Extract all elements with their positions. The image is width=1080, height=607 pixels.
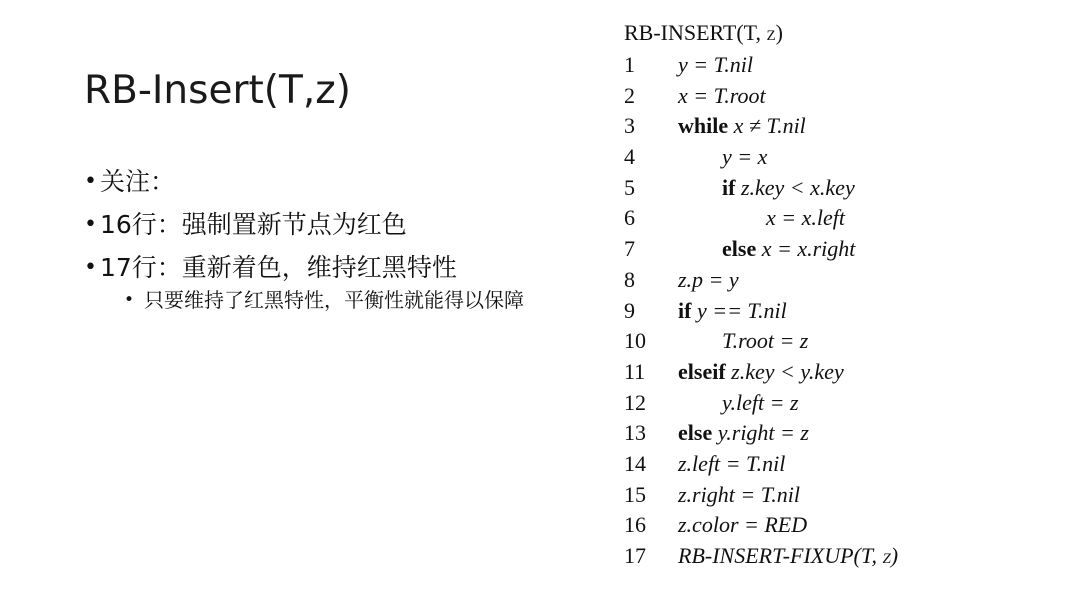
code-text <box>678 418 809 449</box>
line-number: 15 <box>624 481 646 507</box>
code-text <box>678 173 855 204</box>
sub-bullet-item: • 只要维持了红黑特性，平衡性就能得以保障 <box>124 288 564 312</box>
code-text <box>678 541 898 572</box>
code-text-content: RB-INSERT-FIXUP(T, z) <box>678 543 899 568</box>
code-line <box>624 449 1064 480</box>
code-text <box>678 265 739 296</box>
code-text <box>678 388 799 419</box>
bullet-item: • 关注： <box>84 166 564 198</box>
code-line <box>624 480 1064 511</box>
code-text-content: z.color = RED <box>678 512 808 538</box>
code-text <box>678 234 855 265</box>
code-keyword: if <box>722 174 736 200</box>
code-keyword: if <box>678 297 692 323</box>
code-text-content: y.left = z <box>722 389 799 415</box>
code-text <box>678 357 844 388</box>
code-keyword: else <box>722 236 757 262</box>
line-number: 12 <box>624 389 646 415</box>
code-keyword: while <box>678 113 729 139</box>
bullet-item: • 16行：强制置新节点为红色 <box>84 209 564 241</box>
pseudocode-title <box>624 18 1064 50</box>
line-number: 14 <box>624 450 646 476</box>
pseudocode-block <box>624 18 1064 572</box>
code-text-content: z.left = T.nil <box>678 450 786 476</box>
line-number: 17 <box>624 543 646 568</box>
code-text <box>678 480 800 511</box>
code-text <box>678 510 807 541</box>
line-number: 13 <box>624 420 646 446</box>
line-number: 9 <box>624 297 635 323</box>
code-line <box>624 326 1064 357</box>
line-number: 11 <box>624 358 646 384</box>
code-line <box>624 81 1064 112</box>
code-line <box>624 296 1064 327</box>
code-text <box>678 203 845 234</box>
line-number: 6 <box>624 205 635 231</box>
code-line <box>624 541 1064 572</box>
line-number: 10 <box>624 328 646 354</box>
line-number: 5 <box>624 174 635 200</box>
code-text-content: x = x.right <box>761 236 856 262</box>
code-text-content: y == T.nil <box>696 297 787 323</box>
line-number: 16 <box>624 512 646 538</box>
code-text-content: z.right = T.nil <box>678 481 801 507</box>
code-text-content: z.p = y <box>678 266 739 292</box>
line-number: 7 <box>624 236 635 262</box>
code-text <box>678 142 767 173</box>
code-line <box>624 510 1064 541</box>
code-text-content: x ≠ T.nil <box>733 113 806 139</box>
code-line <box>624 265 1064 296</box>
bullet-item: • 17行：重新着色，维持红黑特性 <box>84 252 564 284</box>
line-number: 8 <box>624 266 635 292</box>
code-keyword: elseif <box>678 358 726 384</box>
code-text <box>678 326 808 357</box>
pseudocode-title-text: RB-INSERT(T, z) <box>624 20 783 45</box>
code-text-content: y = x <box>722 144 768 170</box>
code-text-content: z.key < y.key <box>731 358 844 384</box>
code-line <box>624 142 1064 173</box>
code-text-content: z.key < x.key <box>740 174 855 200</box>
code-line <box>624 388 1064 419</box>
code-keyword: else <box>678 420 713 446</box>
code-line <box>624 418 1064 449</box>
code-line <box>624 203 1064 234</box>
code-line <box>624 234 1064 265</box>
line-number: 3 <box>624 113 635 139</box>
code-text <box>678 111 806 142</box>
bullet-list <box>84 166 564 312</box>
code-text-content: y = T.nil <box>678 52 753 77</box>
code-text-content: x = T.root <box>678 82 766 108</box>
code-line <box>624 111 1064 142</box>
code-line <box>624 50 1064 81</box>
code-text <box>678 449 785 480</box>
code-line <box>624 173 1064 204</box>
line-number: 4 <box>624 144 635 170</box>
code-text-content: T.root = z <box>722 328 809 354</box>
code-text <box>678 81 766 112</box>
code-line <box>624 357 1064 388</box>
code-text-content: x = x.left <box>766 205 845 231</box>
line-number: 2 <box>624 82 635 108</box>
line-number: 1 <box>624 52 635 77</box>
slide-title: RB-Insert(T,z) <box>84 68 351 113</box>
code-text <box>678 296 787 327</box>
code-text <box>678 50 753 81</box>
code-text-content: y.right = z <box>717 420 809 446</box>
